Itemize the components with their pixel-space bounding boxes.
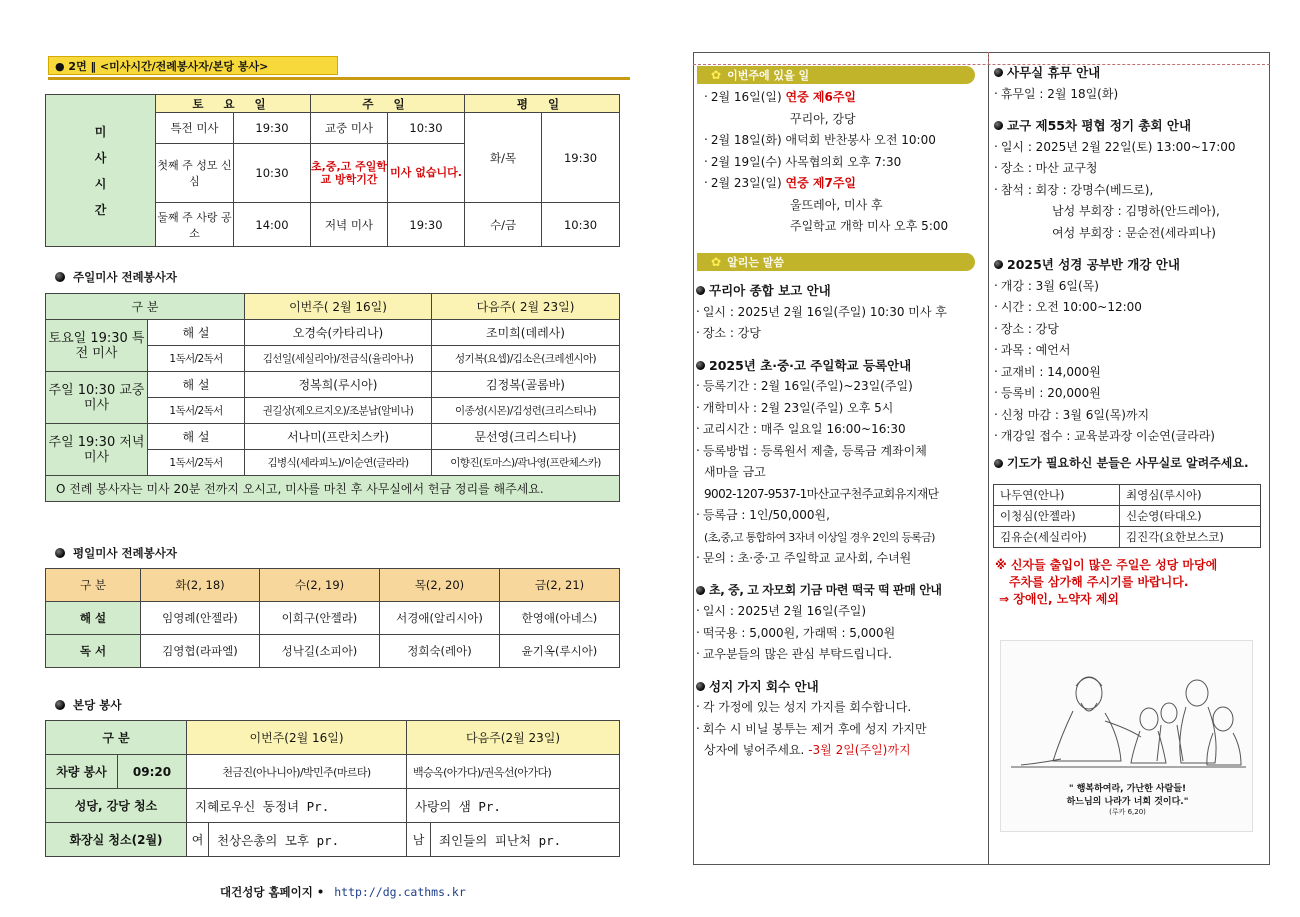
sun-this: 김선일(세실리아)/전금식(율리아나) [245,346,432,372]
parking-notice: ※ 신자들 출입이 많은 주일은 성당 마당에 주차를 삼가해 주시기를 바랍니다. ⇒ 장애인, 노약자 제외 [995,558,1218,606]
altar-car-label: 차량 봉사 [46,755,118,789]
prayer-name: 이청심(안젤라) [994,506,1120,527]
list-item: ‧ 개강일 접수 : 교육분과장 이순연(글라라) [994,426,1266,448]
list-item: ‧ 등록금 : 1인/50,000원, [696,505,986,527]
list-item: ‧ 2월 16일(일) 연중 제6주일 [704,87,986,109]
list-item: 꾸리아, 강당 [790,111,856,126]
altar-car-next: 백승옥(아가다)/권옥선(아가다) [407,755,620,789]
list-item: 새마을 금고 [704,465,766,479]
list-item: ‧ 장소 : 강당 [696,323,986,345]
sun-role: 해 설 [148,320,245,346]
sun-next: 김정복(골롬바) [432,372,620,398]
mass-sun-time: 미사 없습니다. [388,143,465,203]
list-item: ‧ 교재비 : 14,000원 [994,362,1266,384]
altar-toilet-this-sex: 여 [187,823,209,857]
week-header: 구 분 [46,569,141,602]
rice-cake-title: 초, 중, 고 자모회 기금 마련 떡국 떡 판매 안내 [696,580,986,602]
mass-sat-name: 첫째 주 성모 신심 [156,143,234,203]
prayer-name: 김진각(요한보스코) [1120,527,1261,548]
mass-sat-name: 특전 미사 [156,113,234,144]
bullet-icon [994,68,1003,77]
mass-weekday-time: 19:30 [542,113,620,203]
weekday-servers-title: 평일미사 전례봉사자 [55,545,177,561]
altar-clean-next: 사랑의 샘 Pr. [407,789,620,823]
sun-next: 조미희(데레사) [432,320,620,346]
sun-role: 1독서/2독서 [148,346,245,372]
week-role: 해 설 [46,602,141,635]
list-item: ‧ 장소 : 강당 [994,319,1266,341]
sun-group-label: 주일 19:30 저녁 미사 [46,424,148,476]
list-item: ‧ 일시 : 2025년 2월 22일(토) 13:00~17:00 [994,137,1266,159]
list-item: ‧ 각 가정에 있는 성지 가지를 회수합니다. [696,697,986,719]
bullet-icon [994,121,1003,130]
altar-toilet-next-sex: 남 [407,823,431,857]
mass-sun-name: 교중 미사 [311,113,388,144]
list-item: ‧ 신청 마감 : 3월 6일(목)까지 [994,405,1266,427]
sun-this: 권길상(제오르지오)/조분남(알비나) [245,398,432,424]
mass-day-saturday: 토 요 일 [156,95,311,113]
week-header: 목(2, 20) [380,569,500,602]
top-dash-divider [988,52,989,64]
right-column-list [994,62,1266,474]
mass-sat-time: 10:30 [234,143,311,203]
list-item: ‧ 과목 : 예언서 [994,340,1266,362]
mass-sat-name: 둘째 주 사랑 공소 [156,203,234,247]
altar-clean-this: 지혜로우신 동정녀 Pr. [187,789,407,823]
list-item: ‧ 장소 : 마산 교구청 [994,158,1266,180]
sun-next: 성기복(요셉)/김소은(크레센시아) [432,346,620,372]
altar-car-this: 천금진(아나니아)/박민주(마르타) [187,755,407,789]
list-item: ‧ 휴무일 : 2월 18일(화) [994,84,1266,106]
week-cell: 윤기옥(루시아) [500,635,620,668]
list-item: ‧ 등록방법 : 등록원서 제출, 등록금 계좌이체 [696,441,986,463]
altar-toilet-this: 천상은총의 모후 pr. [209,823,407,857]
sunday-servers-title: 주일미사 전례봉사자 [55,269,177,285]
mass-sat-time: 14:00 [234,203,311,247]
list-item: ‧ 등록기간 : 2월 16일(주일)~23일(주일) [696,376,986,398]
mass-side-label: 미 사 시 간 [46,95,156,247]
curia-title: 꾸리아 종합 보고 안내 [696,280,986,302]
list-item: ‧ 개강 : 3월 6일(목) [994,276,1266,298]
sun-this: 서나미(프란치스카) [245,424,432,450]
bullet-icon [994,260,1003,269]
list-item: ‧ 문의 : 초·중·고 주일학교 교사회, 수녀원 [696,548,986,570]
list-item: ‧ 시간 : 오전 10:00~12:00 [994,297,1266,319]
bullet-icon [994,459,1003,468]
altar-col-next: 다음주(2월 23일) [407,721,620,755]
list-item: ‧ 2월 19일(수) 사목협의회 오후 7:30 [704,152,986,174]
week-cell: 한영애(아네스) [500,602,620,635]
mass-sun-name: 초,중,고 주일학교 방학기간 [311,143,388,203]
mass-weekday-time: 10:30 [542,203,620,247]
bullet-icon [696,361,705,370]
prayer-name: 최영심(루시아) [1120,485,1261,506]
prayer-name: 김유순(세실리아) [994,527,1120,548]
notices-list [696,280,986,762]
mass-weekday-name: 화/목 [465,113,542,203]
list-item: 울뜨레아, 미사 후 [790,197,883,212]
prayer-name: 신순영(타대오) [1120,506,1261,527]
list-item: 여성 부회장 : 문순전(세라피나) [1052,225,1216,240]
mass-day-sunday: 주 일 [311,95,465,113]
sun-icon: ✿ [711,255,722,269]
sun-col-next: 다음주( 2월 23일) [432,294,620,320]
week-cell: 정희숙(레아) [380,635,500,668]
bullet-icon [55,548,65,558]
list-item: ‧ 교우분들의 많은 관심 부탁드립니다. [696,644,986,666]
list-item: ‧ 교리시간 : 매주 일요일 16:00~16:30 [696,419,986,441]
sun-next: 문선영(크리스티나) [432,424,620,450]
list-item: 상자에 넣어주세요. -3월 2일(주일)까지 [704,743,911,757]
sun-next: 이종성(시몬)/김성련(크리스티나) [432,398,620,424]
mass-sun-time: 19:30 [388,203,465,247]
this-week-pill: ✿ 이번주에 있을 일 [697,66,975,84]
bullet-icon [696,682,705,691]
altar-col-gubun: 구 분 [46,721,187,755]
sun-col-this: 이번주( 2월 16일) [245,294,432,320]
sun-role: 해 설 [148,372,245,398]
week-role: 독 서 [46,635,141,668]
mass-sun-time: 10:30 [388,113,465,144]
week-header: 화(2, 18) [141,569,260,602]
list-item: ‧ 2월 23일(일) 연중 제7주일 [704,173,986,195]
sun-this: 정복희(루시아) [245,372,432,398]
list-item: ‧ 2월 18일(화) 애덕회 반찬봉사 오전 10:00 [704,130,986,152]
parish-service-table [45,720,620,857]
sun-role: 1독서/2독서 [148,398,245,424]
week-cell: 서경애(알리시아) [380,602,500,635]
sun-col-gubun: 구 분 [46,294,245,320]
week-cell: 김영협(라파엘) [141,635,260,668]
illustration-caption: " 행복하여라, 가난한 사람들! [1068,784,1187,794]
mass-sun-name: 저녁 미사 [311,203,388,247]
sun-group-label: 주일 10:30 교중 미사 [46,372,148,424]
mass-day-weekday: 평 일 [465,95,620,113]
sun-group-label: 토요일 19:30 특전 미사 [46,320,148,372]
school-title: 2025년 초·중·고 주일학교 등록안내 [696,355,986,377]
list-item: 9002-1207-9537-1마산교구천주교회유지재단 [704,486,939,501]
parish-service-title: 본당 봉사 [55,697,121,713]
mass-time-table [45,94,620,247]
list-item: ‧ 회수 시 비닐 봉투는 제거 후에 성지 가지만 [696,719,986,741]
week-header: 금(2, 21) [500,569,620,602]
sun-note: O 전례 봉사자는 미사 20분 전까지 오시고, 미사를 마친 후 사무실에서 헌금 정리를 해주세요. [46,476,620,502]
homepage-link[interactable]: http://dg.cathms.kr [334,885,466,899]
sun-this: 오경숙(카타리나) [245,320,432,346]
palm-title: 성지 가지 회수 안내 [696,676,986,698]
footer-label: 대건성당 홈페이지 • [220,885,325,899]
list-item: ‧ 등록비 : 20,000원 [994,383,1266,405]
sun-next: 이향진(토마스)/곽나영(프란체스카) [432,450,620,476]
office-title: 사무실 휴무 안내 [994,62,1266,84]
prayer-title: 기도가 필요하신 분들은 사무실로 알려주세요. [994,453,1266,475]
list-item: ‧ 개학미사 : 2월 23일(주일) 오후 5시 [696,398,986,420]
illustration-reference: (루카 6,20) [1109,808,1146,816]
bullet-icon [55,272,65,282]
sun-icon: ✿ [711,68,722,82]
altar-toilet-label: 화장실 청소(2월) [46,823,187,857]
column-divider [988,52,989,865]
list-item: (초,중,고 통합하여 3자녀 이상일 경우 2인의 등록금) [704,530,935,544]
altar-toilet-next: 죄인들의 피난처 pr. [431,823,620,857]
sun-this: 김병식(세라피노)/이순연(글라라) [245,450,432,476]
week-header: 수(2, 19) [260,569,380,602]
this-week-list [704,87,986,238]
altar-car-time: 09:20 [118,755,187,789]
list-item: ‧ 떡국용 : 5,000원, 가래떡 : 5,000원 [696,623,986,645]
sun-role: 해 설 [148,424,245,450]
list-item: 주일학교 개학 미사 오후 5:00 [790,219,949,233]
section-header-rule [48,77,630,80]
bullet-icon [55,700,65,710]
mass-weekday-name: 수/금 [465,203,542,247]
week-cell: 성낙길(소피아) [260,635,380,668]
prayer-name: 나두연(안나) [994,485,1120,506]
altar-clean-label: 성당, 강당 청소 [46,789,187,823]
footer [220,884,466,900]
illustration-caption: 하느님의 나라가 너희 것이다." [1066,797,1189,807]
altar-col-this: 이번주(2월 16일) [187,721,407,755]
weekday-servers-table [45,568,620,668]
sunday-servers-table [45,293,620,502]
sun-role: 1독서/2독서 [148,450,245,476]
section-header [48,56,630,82]
section-header-title: ● 2면 ‖ <미사시간/전례봉사자/본당 봉사> [48,56,338,75]
bible-title: 2025년 성경 공부반 개강 안내 [994,254,1266,276]
assembly-title: 교구 제55차 평협 정기 총회 안내 [994,115,1266,137]
bullet-icon [696,286,705,295]
bullet-icon [696,586,705,595]
mass-sat-time: 19:30 [234,113,311,144]
illustration-drawing [1001,641,1254,776]
list-item: ‧ 참석 : 회장 : 강명수(베드로), [994,180,1266,202]
week-cell: 이희구(안젤라) [260,602,380,635]
prayer-table [993,484,1261,548]
jesus-illustration [1000,640,1253,832]
list-item: ‧ 일시 : 2025년 2월 16일(주일) [696,601,986,623]
notices-pill: ✿ 알리는 말씀 [697,253,975,271]
list-item: 남성 부회장 : 김명하(안드레아), [1052,204,1220,218]
week-cell: 임영례(안젤라) [141,602,260,635]
list-item: ‧ 일시 : 2025년 2월 16일(주일) 10:30 미사 후 [696,302,986,324]
